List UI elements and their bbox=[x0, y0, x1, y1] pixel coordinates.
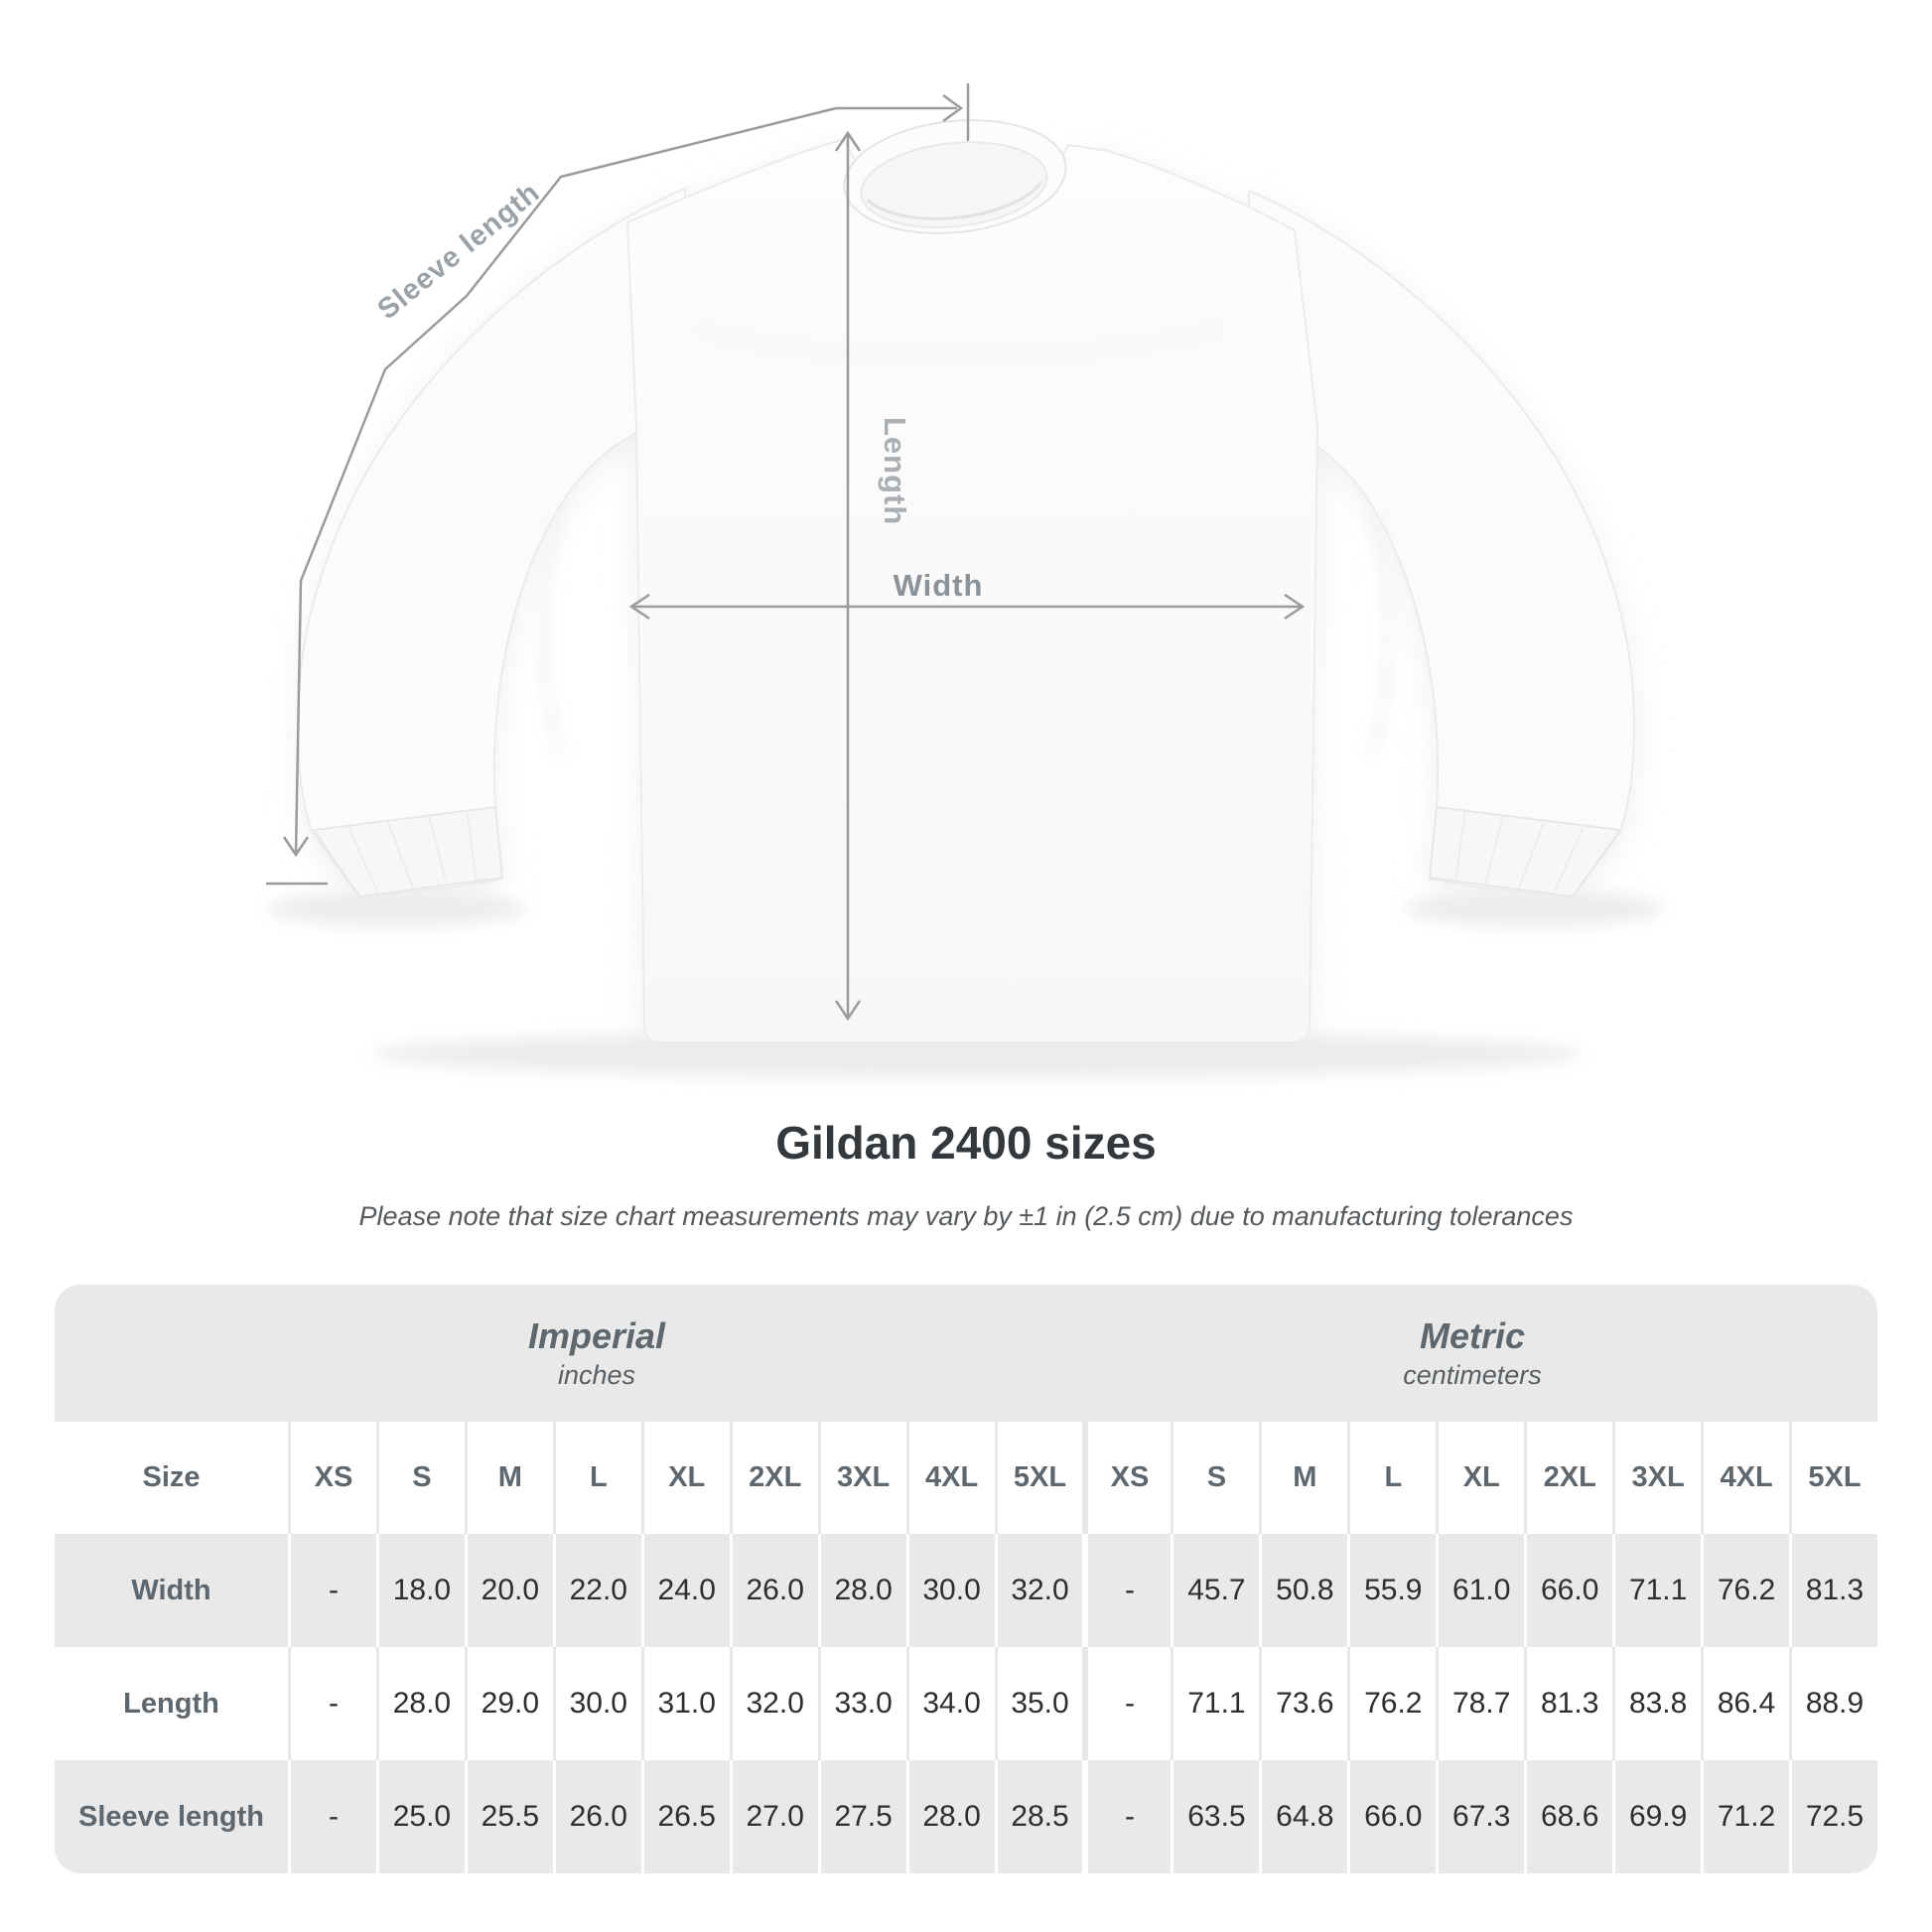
imperial-sublabel: inches bbox=[557, 1360, 636, 1390]
value-cell: 72.5 bbox=[1789, 1760, 1877, 1873]
value-cell: 28.0 bbox=[906, 1760, 995, 1873]
column-header-cell: XL bbox=[641, 1422, 730, 1534]
page-subtitle: Please note that size chart measurements may vary by ±1 in (2.5 cm) due to manufacturing tolerances bbox=[358, 1201, 1574, 1231]
row-label-cell: Sleeve length bbox=[78, 1800, 264, 1833]
value-cell: 32.0 bbox=[730, 1647, 818, 1760]
column-header-cell: 3XL bbox=[1612, 1422, 1701, 1534]
left-sleeve bbox=[298, 189, 685, 897]
column-header-cell: XS bbox=[288, 1422, 376, 1534]
value-cell: 66.0 bbox=[1347, 1760, 1436, 1873]
value-cell: 71.1 bbox=[1612, 1534, 1701, 1647]
value-cell: 26.0 bbox=[730, 1534, 818, 1647]
value-cell: 31.0 bbox=[641, 1647, 730, 1760]
value-cell: 20.0 bbox=[465, 1534, 553, 1647]
value-cell: - bbox=[1082, 1760, 1171, 1873]
value-cell: 81.3 bbox=[1524, 1647, 1612, 1760]
value-cell: 50.8 bbox=[1259, 1534, 1347, 1647]
value-cell: 26.0 bbox=[553, 1760, 641, 1873]
size-header-cell: Size bbox=[142, 1461, 201, 1493]
row-label-cell: Length bbox=[123, 1687, 219, 1720]
column-header-cell: S bbox=[1171, 1422, 1259, 1534]
table-row-width bbox=[55, 1534, 1877, 1647]
metric-sublabel: centimeters bbox=[1403, 1360, 1542, 1390]
column-header-cell: 3XL bbox=[818, 1422, 906, 1534]
value-cell: 28.0 bbox=[376, 1647, 465, 1760]
value-cell: 30.0 bbox=[553, 1647, 641, 1760]
value-cell: 67.3 bbox=[1436, 1760, 1524, 1873]
column-header-cell: 4XL bbox=[906, 1422, 995, 1534]
value-cell: 71.2 bbox=[1701, 1760, 1789, 1873]
metric-group-header bbox=[1403, 1314, 1542, 1392]
imperial-group-header bbox=[528, 1314, 665, 1392]
metric-label: Metric bbox=[1419, 1315, 1526, 1356]
value-cell: 45.7 bbox=[1171, 1534, 1259, 1647]
value-cell: 27.0 bbox=[730, 1760, 818, 1873]
value-cell: - bbox=[288, 1647, 376, 1760]
column-header-cell: M bbox=[1259, 1422, 1347, 1534]
column-header-cell: XL bbox=[1436, 1422, 1524, 1534]
table-row-length bbox=[55, 1647, 1877, 1760]
value-cell: 63.5 bbox=[1171, 1760, 1259, 1873]
left-cuff-shadow bbox=[268, 891, 526, 926]
value-cell: 73.6 bbox=[1259, 1647, 1347, 1760]
value-cell: 35.0 bbox=[995, 1647, 1083, 1760]
value-cell: 32.0 bbox=[995, 1534, 1083, 1647]
value-cell: 88.9 bbox=[1789, 1647, 1877, 1760]
imperial-label: Imperial bbox=[527, 1315, 666, 1356]
column-header-cell: L bbox=[1347, 1422, 1436, 1534]
column-header-cell: 2XL bbox=[730, 1422, 818, 1534]
page-title: Gildan 2400 sizes bbox=[775, 1117, 1157, 1169]
value-cell: 86.4 bbox=[1701, 1647, 1789, 1760]
value-cell: 28.0 bbox=[818, 1534, 906, 1647]
length-label: Length bbox=[878, 417, 912, 526]
column-header-cell: M bbox=[465, 1422, 553, 1534]
value-cell: 29.0 bbox=[465, 1647, 553, 1760]
value-cell: 83.8 bbox=[1612, 1647, 1701, 1760]
value-cell: 34.0 bbox=[906, 1647, 995, 1760]
value-cell: 64.8 bbox=[1259, 1760, 1347, 1873]
sizes-table bbox=[55, 1285, 1877, 1873]
value-cell: 55.9 bbox=[1347, 1534, 1436, 1647]
value-cell: - bbox=[288, 1760, 376, 1873]
column-header-cell: S bbox=[376, 1422, 465, 1534]
column-header-cell: 4XL bbox=[1701, 1422, 1789, 1534]
value-cell: 71.1 bbox=[1171, 1647, 1259, 1760]
sleeve-length-label: Sleeve length bbox=[371, 176, 547, 327]
value-cell: 66.0 bbox=[1524, 1534, 1612, 1647]
value-cell: 18.0 bbox=[376, 1534, 465, 1647]
value-cell: 22.0 bbox=[553, 1534, 641, 1647]
value-cell: 76.2 bbox=[1347, 1647, 1436, 1760]
value-cell: 33.0 bbox=[818, 1647, 906, 1760]
value-cell: - bbox=[1082, 1534, 1171, 1647]
unit-group-band bbox=[55, 1285, 1877, 1422]
value-cell: 68.6 bbox=[1524, 1760, 1612, 1873]
value-cell: 25.0 bbox=[376, 1760, 465, 1873]
column-header-cell: 5XL bbox=[1789, 1422, 1877, 1534]
value-cell: 76.2 bbox=[1701, 1534, 1789, 1647]
value-cell: 61.0 bbox=[1436, 1534, 1524, 1647]
value-cell: 24.0 bbox=[641, 1534, 730, 1647]
width-label: Width bbox=[893, 568, 984, 603]
value-cell: - bbox=[288, 1534, 376, 1647]
value-cell: 81.3 bbox=[1789, 1534, 1877, 1647]
table-row-sleeve-length bbox=[55, 1760, 1877, 1873]
value-cell: 69.9 bbox=[1612, 1760, 1701, 1873]
column-header-cell: XS bbox=[1082, 1422, 1171, 1534]
right-cuff-shadow bbox=[1405, 891, 1663, 926]
value-cell: 78.7 bbox=[1436, 1647, 1524, 1760]
value-cell: 26.5 bbox=[641, 1760, 730, 1873]
value-cell: 27.5 bbox=[818, 1760, 906, 1873]
row-label-cell: Width bbox=[131, 1574, 211, 1606]
column-header-row bbox=[55, 1422, 1877, 1534]
value-cell: - bbox=[1082, 1647, 1171, 1760]
value-cell: 30.0 bbox=[906, 1534, 995, 1647]
column-header-cell: L bbox=[553, 1422, 641, 1534]
value-cell: 25.5 bbox=[465, 1760, 553, 1873]
column-header-cell: 2XL bbox=[1524, 1422, 1612, 1534]
column-header-cell: 5XL bbox=[995, 1422, 1083, 1534]
value-cell: 28.5 bbox=[995, 1760, 1083, 1873]
